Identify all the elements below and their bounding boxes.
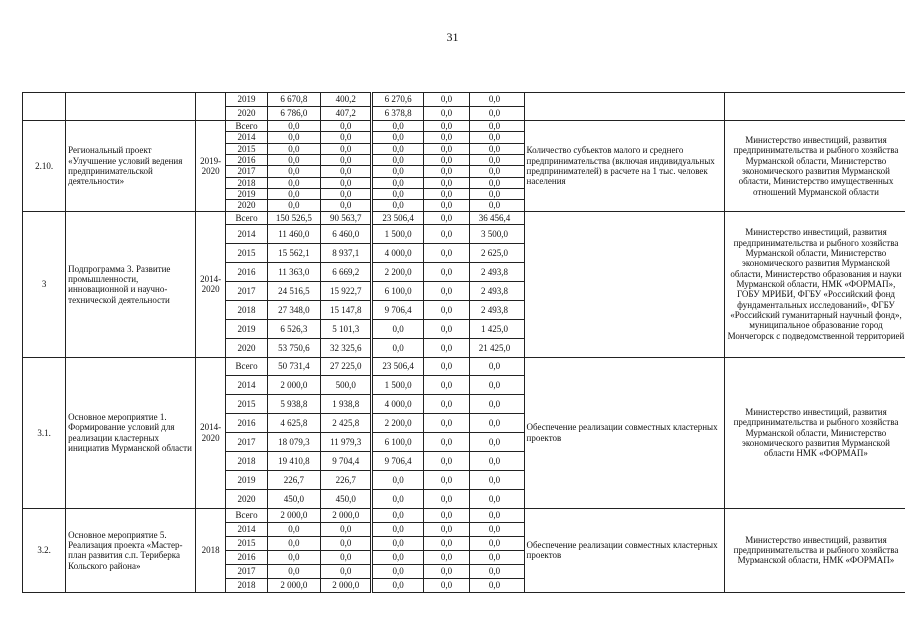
table-row xyxy=(23,508,905,522)
regional-value-cell: 226,7 xyxy=(321,470,372,489)
other-value-cell: 3 500,0 xyxy=(470,224,519,243)
other-value-cell: 0,0 xyxy=(470,166,519,177)
section-name xyxy=(66,93,196,121)
section-number xyxy=(23,93,66,121)
local-value-cell: 0,0 xyxy=(423,451,469,470)
year-cell: 2014 xyxy=(226,132,267,143)
federal-value-cell: 0,0 xyxy=(372,536,423,550)
regional-value-cell: 0,0 xyxy=(321,189,372,200)
local-value-cell: 0,0 xyxy=(423,107,469,121)
other-value-cell: 0,0 xyxy=(470,177,519,188)
total-value-cell: 0,0 xyxy=(267,200,320,211)
local-value-cell: 0,0 xyxy=(423,375,469,394)
local-value-cell: 0,0 xyxy=(423,319,469,338)
total-value-cell: 0,0 xyxy=(267,564,320,578)
total-value-cell: 0,0 xyxy=(267,143,320,154)
federal-value-cell: 0,0 xyxy=(372,470,423,489)
spacer-cell xyxy=(519,143,524,154)
total-value-cell: 2 000,0 xyxy=(267,578,320,592)
page-number: 31 xyxy=(446,30,459,44)
other-value-cell: 0,0 xyxy=(470,451,519,470)
year-cell: Всего xyxy=(226,211,267,224)
local-value-cell: 0,0 xyxy=(423,121,469,132)
other-value-cell: 0,0 xyxy=(470,189,519,200)
spacer-cell xyxy=(519,300,524,319)
regional-value-cell: 0,0 xyxy=(321,166,372,177)
year-cell: 2020 xyxy=(226,107,267,121)
federal-value-cell: 4 000,0 xyxy=(372,243,423,262)
local-value-cell: 0,0 xyxy=(423,564,469,578)
year-cell: 2016 xyxy=(226,550,267,564)
regional-value-cell: 0,0 xyxy=(321,550,372,564)
federal-value-cell: 0,0 xyxy=(372,189,423,200)
spacer-cell xyxy=(519,338,524,357)
local-value-cell: 0,0 xyxy=(423,262,469,281)
section-number: 2.10. xyxy=(23,121,66,212)
regional-value-cell: 500,0 xyxy=(321,375,372,394)
spacer-cell xyxy=(519,489,524,508)
federal-value-cell: 1 500,0 xyxy=(372,375,423,394)
total-value-cell: 450,0 xyxy=(267,489,320,508)
federal-value-cell: 0,0 xyxy=(372,489,423,508)
local-value-cell: 0,0 xyxy=(423,143,469,154)
total-value-cell: 0,0 xyxy=(267,155,320,166)
year-cell: 2017 xyxy=(226,281,267,300)
executor-cell: Министерство инвестиций, развития предпринимательства и рыбного хозяйства Мурманской области, НМК «ФОРМАП» xyxy=(724,508,905,592)
spacer-cell xyxy=(519,107,524,121)
year-cell: 2015 xyxy=(226,143,267,154)
regional-value-cell: 2 000,0 xyxy=(321,578,372,592)
total-value-cell: 0,0 xyxy=(267,522,320,536)
federal-value-cell: 0,0 xyxy=(372,522,423,536)
year-cell: 2020 xyxy=(226,200,267,211)
regional-value-cell: 1 938,8 xyxy=(321,394,372,413)
indicator-cell: Обеспечение реализации совместных кластерных проектов xyxy=(524,357,724,508)
year-cell: 2019 xyxy=(226,319,267,338)
year-cell: 2015 xyxy=(226,243,267,262)
year-cell: 2014 xyxy=(226,522,267,536)
year-cell: 2018 xyxy=(226,177,267,188)
executor-cell: Министерство инвестиций, развития предпринимательства и рыбного хозяйства Мурманской области, Министерство экономического развития Мурманской области, Министерство образования и науки Мурманской области, НМК «ФОРМАП», ГОБУ МРИБИ, ФГБУ «Российский фонд фундаментальных исследований», ФГБУ «Российский гуманитарный научный фонд», муниципальное образование город Мончегорск с подведомственной территорией xyxy=(724,211,905,357)
other-value-cell: 0,0 xyxy=(470,93,519,107)
regional-value-cell: 5 101,3 xyxy=(321,319,372,338)
local-value-cell: 0,0 xyxy=(423,508,469,522)
section-name: Подпрограмма 3. Развитие промышленности, инновационной и научно-технической деятельности xyxy=(66,211,196,357)
spacer-cell xyxy=(519,132,524,143)
spacer-cell xyxy=(519,394,524,413)
other-value-cell: 0,0 xyxy=(470,121,519,132)
local-value-cell: 0,0 xyxy=(423,281,469,300)
year-cell: 2015 xyxy=(226,536,267,550)
local-value-cell: 0,0 xyxy=(423,200,469,211)
year-cell: Всего xyxy=(226,357,267,375)
spacer-cell xyxy=(519,564,524,578)
federal-value-cell: 4 000,0 xyxy=(372,394,423,413)
other-value-cell: 2 493,8 xyxy=(470,300,519,319)
year-cell: 2020 xyxy=(226,338,267,357)
spacer-cell xyxy=(519,189,524,200)
indicator-cell xyxy=(524,211,724,357)
section-number: 3.1. xyxy=(23,357,66,508)
year-cell: 2018 xyxy=(226,578,267,592)
regional-value-cell: 0,0 xyxy=(321,177,372,188)
regional-value-cell: 450,0 xyxy=(321,489,372,508)
regional-value-cell: 2 000,0 xyxy=(321,508,372,522)
year-cell: 2020 xyxy=(226,489,267,508)
executor-cell: Министерство инвестиций, развития предпринимательства и рыбного хозяйства Мурманской области, Министерство экономического развития Мурманской области НМК «ФОРМАП» xyxy=(724,357,905,508)
other-value-cell: 0,0 xyxy=(470,132,519,143)
year-cell: 2016 xyxy=(226,262,267,281)
spacer-cell xyxy=(519,522,524,536)
section-number: 3.2. xyxy=(23,508,66,592)
year-cell: 2017 xyxy=(226,564,267,578)
spacer-cell xyxy=(519,375,524,394)
regional-value-cell: 9 704,4 xyxy=(321,451,372,470)
spacer-cell xyxy=(519,432,524,451)
year-cell: 2019 xyxy=(226,470,267,489)
local-value-cell: 0,0 xyxy=(423,432,469,451)
local-value-cell: 0,0 xyxy=(423,211,469,224)
other-value-cell: 0,0 xyxy=(470,143,519,154)
federal-value-cell: 6 100,0 xyxy=(372,432,423,451)
regional-value-cell: 0,0 xyxy=(321,143,372,154)
regional-value-cell: 0,0 xyxy=(321,200,372,211)
federal-value-cell: 0,0 xyxy=(372,121,423,132)
program-table xyxy=(22,92,905,593)
table-row xyxy=(23,211,905,224)
other-value-cell: 21 425,0 xyxy=(470,338,519,357)
year-cell: 2017 xyxy=(226,166,267,177)
other-value-cell: 0,0 xyxy=(470,550,519,564)
year-cell: 2018 xyxy=(226,451,267,470)
total-value-cell: 4 625,8 xyxy=(267,413,320,432)
total-value-cell: 18 079,3 xyxy=(267,432,320,451)
spacer-cell xyxy=(519,224,524,243)
federal-value-cell: 6 270,6 xyxy=(372,93,423,107)
regional-value-cell: 407,2 xyxy=(321,107,372,121)
spacer-cell xyxy=(519,243,524,262)
federal-value-cell: 0,0 xyxy=(372,200,423,211)
regional-value-cell: 0,0 xyxy=(321,564,372,578)
federal-value-cell: 2 200,0 xyxy=(372,413,423,432)
total-value-cell: 2 000,0 xyxy=(267,375,320,394)
regional-value-cell: 6 669,2 xyxy=(321,262,372,281)
total-value-cell: 0,0 xyxy=(267,177,320,188)
other-value-cell: 0,0 xyxy=(470,107,519,121)
local-value-cell: 0,0 xyxy=(423,155,469,166)
other-value-cell: 0,0 xyxy=(470,155,519,166)
federal-value-cell: 0,0 xyxy=(372,550,423,564)
local-value-cell: 0,0 xyxy=(423,413,469,432)
total-value-cell: 226,7 xyxy=(267,470,320,489)
other-value-cell: 0,0 xyxy=(470,536,519,550)
local-value-cell: 0,0 xyxy=(423,394,469,413)
other-value-cell: 0,0 xyxy=(470,375,519,394)
total-value-cell: 0,0 xyxy=(267,536,320,550)
total-value-cell: 6 670,8 xyxy=(267,93,320,107)
year-cell: 2014 xyxy=(226,224,267,243)
year-cell: 2019 xyxy=(226,93,267,107)
regional-value-cell: 0,0 xyxy=(321,155,372,166)
other-value-cell: 36 456,4 xyxy=(470,211,519,224)
spacer-cell xyxy=(519,470,524,489)
total-value-cell: 53 750,6 xyxy=(267,338,320,357)
federal-value-cell: 0,0 xyxy=(372,155,423,166)
spacer-cell xyxy=(519,536,524,550)
local-value-cell: 0,0 xyxy=(423,489,469,508)
total-value-cell: 19 410,8 xyxy=(267,451,320,470)
federal-value-cell: 6 100,0 xyxy=(372,281,423,300)
total-value-cell: 0,0 xyxy=(267,550,320,564)
regional-value-cell: 6 460,0 xyxy=(321,224,372,243)
federal-value-cell: 9 706,4 xyxy=(372,300,423,319)
executor-cell: Министерство инвестиций, развития предпринимательства и рыбного хозяйства Мурманской области, Министерство экономического развития Мурманской области, Министерство имущественных отношений Мурманской области xyxy=(724,121,905,212)
regional-value-cell: 15 147,8 xyxy=(321,300,372,319)
federal-value-cell: 23 506,4 xyxy=(372,357,423,375)
regional-value-cell: 0,0 xyxy=(321,132,372,143)
regional-value-cell: 2 425,8 xyxy=(321,413,372,432)
spacer-cell xyxy=(519,166,524,177)
local-value-cell: 0,0 xyxy=(423,189,469,200)
local-value-cell: 0,0 xyxy=(423,224,469,243)
local-value-cell: 0,0 xyxy=(423,132,469,143)
year-cell: 2016 xyxy=(226,155,267,166)
year-cell: 2015 xyxy=(226,394,267,413)
other-value-cell: 0,0 xyxy=(470,578,519,592)
other-value-cell: 0,0 xyxy=(470,522,519,536)
regional-value-cell: 90 563,7 xyxy=(321,211,372,224)
other-value-cell: 2 625,0 xyxy=(470,243,519,262)
spacer-cell xyxy=(519,413,524,432)
indicator-cell: Количество субъектов малого и среднего предпринимательства (включая индивидуальных предпринимателей) в расчете на 1 тыс. человек населения xyxy=(524,121,724,212)
federal-value-cell: 0,0 xyxy=(372,508,423,522)
federal-value-cell: 0,0 xyxy=(372,143,423,154)
section-period: 2018 xyxy=(195,508,226,592)
total-value-cell: 11 460,0 xyxy=(267,224,320,243)
regional-value-cell: 27 225,0 xyxy=(321,357,372,375)
indicator-cell: Обеспечение реализации совместных кластерных проектов xyxy=(524,508,724,592)
other-value-cell: 0,0 xyxy=(470,470,519,489)
year-cell: 2014 xyxy=(226,375,267,394)
total-value-cell: 27 348,0 xyxy=(267,300,320,319)
spacer-cell xyxy=(519,155,524,166)
local-value-cell: 0,0 xyxy=(423,177,469,188)
section-name: Основное мероприятие 5. Реализация проекта «Мастер-план развития с.п. Териберка Кольского района» xyxy=(66,508,196,592)
regional-value-cell: 0,0 xyxy=(321,522,372,536)
other-value-cell: 1 425,0 xyxy=(470,319,519,338)
indicator-cell xyxy=(524,93,724,121)
section-period: 2014-2020 xyxy=(195,211,226,357)
other-value-cell: 0,0 xyxy=(470,200,519,211)
year-cell: Всего xyxy=(226,508,267,522)
local-value-cell: 0,0 xyxy=(423,300,469,319)
federal-value-cell: 2 200,0 xyxy=(372,262,423,281)
total-value-cell: 0,0 xyxy=(267,121,320,132)
local-value-cell: 0,0 xyxy=(423,93,469,107)
federal-value-cell: 0,0 xyxy=(372,177,423,188)
regional-value-cell: 11 979,3 xyxy=(321,432,372,451)
federal-value-cell: 0,0 xyxy=(372,319,423,338)
table-row xyxy=(23,121,905,132)
total-value-cell: 6 786,0 xyxy=(267,107,320,121)
executor-cell xyxy=(724,93,905,121)
regional-value-cell: 0,0 xyxy=(321,121,372,132)
regional-value-cell: 400,2 xyxy=(321,93,372,107)
section-period xyxy=(195,93,226,121)
federal-value-cell: 0,0 xyxy=(372,338,423,357)
spacer-cell xyxy=(519,451,524,470)
section-name: Основное мероприятие 1. Формирование условий для реализации кластерных инициатив Мурманской области xyxy=(66,357,196,508)
total-value-cell: 15 562,1 xyxy=(267,243,320,262)
spacer-cell xyxy=(519,177,524,188)
spacer-cell xyxy=(519,281,524,300)
local-value-cell: 0,0 xyxy=(423,536,469,550)
regional-value-cell: 8 937,1 xyxy=(321,243,372,262)
total-value-cell: 0,0 xyxy=(267,189,320,200)
spacer-cell xyxy=(519,319,524,338)
federal-value-cell: 0,0 xyxy=(372,166,423,177)
other-value-cell: 0,0 xyxy=(470,564,519,578)
section-period: 2014-2020 xyxy=(195,357,226,508)
total-value-cell: 0,0 xyxy=(267,166,320,177)
year-cell: Всего xyxy=(226,121,267,132)
federal-value-cell: 1 500,0 xyxy=(372,224,423,243)
spacer-cell xyxy=(519,200,524,211)
other-value-cell: 0,0 xyxy=(470,432,519,451)
table-row xyxy=(23,357,905,375)
regional-value-cell: 0,0 xyxy=(321,536,372,550)
local-value-cell: 0,0 xyxy=(423,578,469,592)
table-row xyxy=(23,93,905,107)
total-value-cell: 11 363,0 xyxy=(267,262,320,281)
total-value-cell: 150 526,5 xyxy=(267,211,320,224)
section-number: 3 xyxy=(23,211,66,357)
regional-value-cell: 15 922,7 xyxy=(321,281,372,300)
section-name: Региональный проект «Улучшение условий ведения предпринимательской деятельности» xyxy=(66,121,196,212)
other-value-cell: 2 493,8 xyxy=(470,281,519,300)
other-value-cell: 0,0 xyxy=(470,394,519,413)
federal-value-cell: 0,0 xyxy=(372,578,423,592)
total-value-cell: 6 526,3 xyxy=(267,319,320,338)
section-period: 2019-2020 xyxy=(195,121,226,212)
total-value-cell: 24 516,5 xyxy=(267,281,320,300)
spacer-cell xyxy=(519,550,524,564)
year-cell: 2016 xyxy=(226,413,267,432)
other-value-cell: 0,0 xyxy=(470,508,519,522)
total-value-cell: 0,0 xyxy=(267,132,320,143)
federal-value-cell: 0,0 xyxy=(372,564,423,578)
total-value-cell: 2 000,0 xyxy=(267,508,320,522)
local-value-cell: 0,0 xyxy=(423,338,469,357)
total-value-cell: 50 731,4 xyxy=(267,357,320,375)
local-value-cell: 0,0 xyxy=(423,243,469,262)
local-value-cell: 0,0 xyxy=(423,550,469,564)
other-value-cell: 0,0 xyxy=(470,413,519,432)
local-value-cell: 0,0 xyxy=(423,522,469,536)
spacer-cell xyxy=(519,578,524,592)
local-value-cell: 0,0 xyxy=(423,166,469,177)
other-value-cell: 0,0 xyxy=(470,489,519,508)
federal-value-cell: 23 506,4 xyxy=(372,211,423,224)
federal-value-cell: 0,0 xyxy=(372,132,423,143)
other-value-cell: 0,0 xyxy=(470,357,519,375)
total-value-cell: 5 938,8 xyxy=(267,394,320,413)
year-cell: 2017 xyxy=(226,432,267,451)
spacer-cell xyxy=(519,262,524,281)
federal-value-cell: 9 706,4 xyxy=(372,451,423,470)
year-cell: 2018 xyxy=(226,300,267,319)
year-cell: 2019 xyxy=(226,189,267,200)
local-value-cell: 0,0 xyxy=(423,470,469,489)
local-value-cell: 0,0 xyxy=(423,357,469,375)
federal-value-cell: 6 378,8 xyxy=(372,107,423,121)
regional-value-cell: 32 325,6 xyxy=(321,338,372,357)
other-value-cell: 2 493,8 xyxy=(470,262,519,281)
